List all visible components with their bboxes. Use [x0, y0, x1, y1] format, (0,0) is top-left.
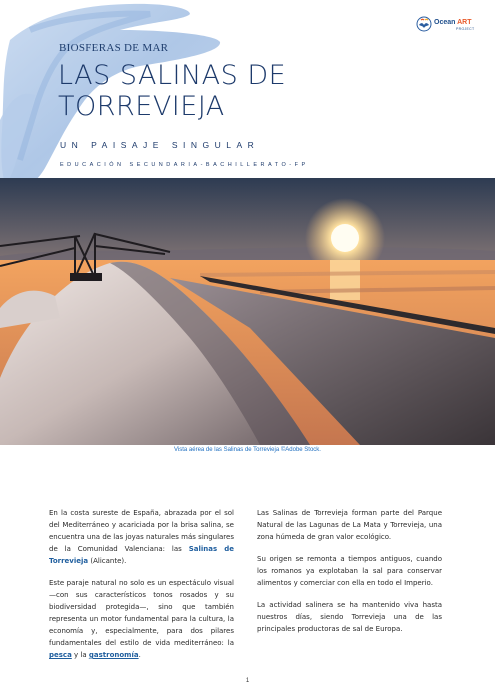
salinas-aerial-photo: [0, 178, 495, 445]
body-column-left: [49, 507, 234, 671]
photo-caption: Vista aérea de las Salinas de Torrevieja ©Adobe Stock.: [174, 447, 321, 453]
page-title: [58, 60, 358, 122]
paragraph-activity: La actividad salinera se ha mantenido viva hasta nuestros días, siendo Torrevieja una de las principales productoras de sal de Europa.: [257, 601, 442, 633]
ocean-art-project-logo: [416, 15, 478, 37]
paragraph-natural-park: Las Salinas de Torrevieja forman parte del Parque Natural de las Lagunas de La Mata y Torrevieja, una zona húmeda de gran valor ecológico.: [257, 509, 442, 541]
body-column-right: [257, 507, 442, 645]
whale-tail-icon: [416, 16, 432, 32]
page-number: 1: [245, 678, 250, 684]
paragraph-landscape: Este paraje natural no solo es un espectáculo visual —con sus característicos tonos rosados y su biodiversidad protegida—, sino que también representa un motor fundamental para la cultura, la economía y, especialmente, para dos pilares fundamentales del estilo de vida mediterráneo: la pesca y la gastronomía.: [49, 579, 234, 659]
title-line-2: TORREVIEJA: [58, 91, 225, 122]
logo-project-label: PROJECT: [456, 27, 475, 31]
paragraph-intro: En la costa sureste de España, abrazada por el sol del Mediterráneo y acariciada por la brisa salina, se encuentra una de las joyas naturales más singulares de la Comunidad Valenciana: las Salinas de Torrevieja (Alicante).: [49, 509, 234, 565]
page-subtitle: UN PAISAJE SINGULAR: [60, 140, 260, 150]
education-level: EDUCACIÓN SECUNDARIA-BACHILLERATO-FP: [60, 162, 309, 168]
logo-wordmark: Ocean ART: [434, 19, 472, 26]
salinas-link[interactable]: Salinas de Torrevieja: [49, 545, 234, 565]
paragraph-origin: Su origen se remonta a tiempos antiguos, cuando los romanos ya explotaban la sal para conservar alimentos y comerciar con ella en todo el Imperio.: [257, 555, 442, 587]
title-line-1: LAS SALINAS DE: [58, 60, 287, 91]
gastronomia-link[interactable]: gastronomía: [88, 651, 139, 659]
pesca-link[interactable]: pesca: [49, 651, 72, 659]
series-kicker: BIOSFERAS DE MAR: [59, 42, 169, 54]
